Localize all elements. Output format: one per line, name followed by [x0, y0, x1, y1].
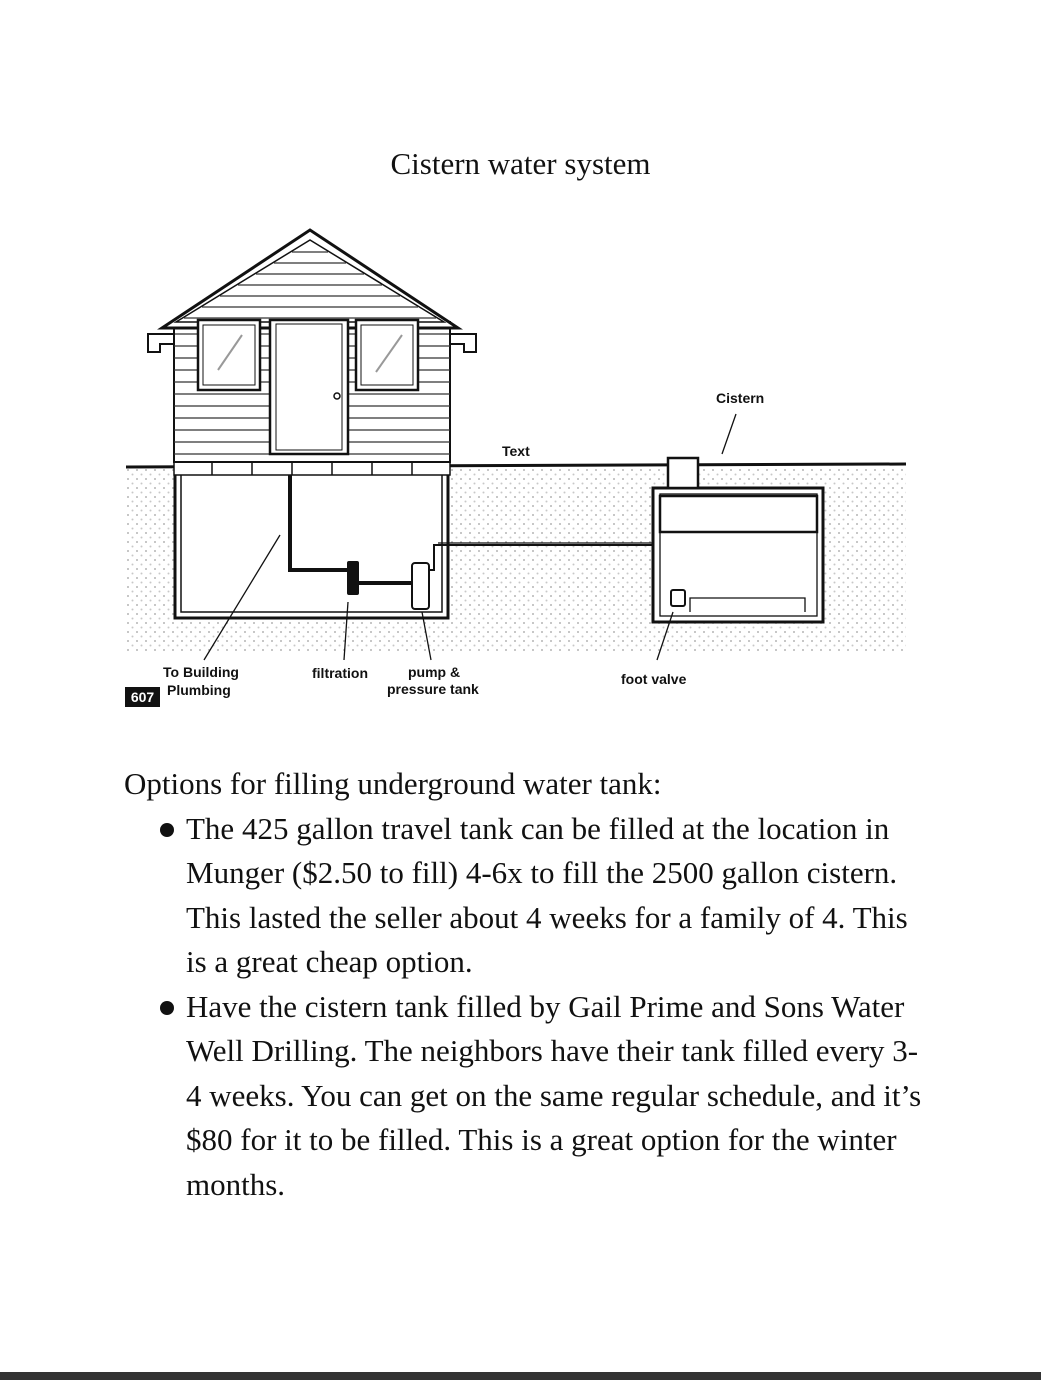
label-pump-2: pressure tank: [387, 681, 479, 697]
basement: [175, 470, 448, 618]
page-title: Cistern water system: [390, 146, 651, 181]
bullet-text: The 425 gallon travel tank can be filled at the location in Munger ($2.50 to fill) 4-6x to fill the 2500 gallon cistern. This lasted the seller about 4 weeks for a family of 4. This is a great cheap option.: [186, 810, 908, 979]
options-section: [124, 762, 924, 1207]
bullet-icon: [160, 823, 174, 837]
list-item: [124, 985, 924, 1208]
filtration-unit: [347, 561, 359, 595]
bullet-text: Have the cistern tank filled by Gail Prime and Sons Water Well Drilling. The neighbors have their tank filled every 3-4 weeks. You can get on the same regular schedule, and it’s $80 for it to be filled. This is a great option for the winter months.: [186, 988, 922, 1202]
options-heading: Options for filling underground water tank:: [124, 766, 662, 801]
label-to-building-2: Plumbing: [167, 682, 231, 698]
cistern-water-level: [660, 496, 817, 532]
label-to-building-1: To Building: [163, 664, 239, 680]
label-pump-1: pump &: [408, 664, 461, 680]
cistern-access-riser: [668, 458, 698, 488]
label-filtration: filtration: [312, 665, 368, 681]
options-list: [124, 807, 924, 1208]
page-number-badge: 607: [125, 687, 160, 707]
foot-valve: [671, 590, 685, 606]
label-cistern: Cistern: [716, 390, 765, 406]
footer-bar: [0, 1372, 1041, 1380]
bullet-icon: [160, 1001, 174, 1015]
list-item: [124, 807, 924, 985]
label-foot-valve: foot valve: [621, 671, 687, 687]
pressure-tank: [412, 563, 429, 609]
label-text: Text: [502, 443, 530, 459]
